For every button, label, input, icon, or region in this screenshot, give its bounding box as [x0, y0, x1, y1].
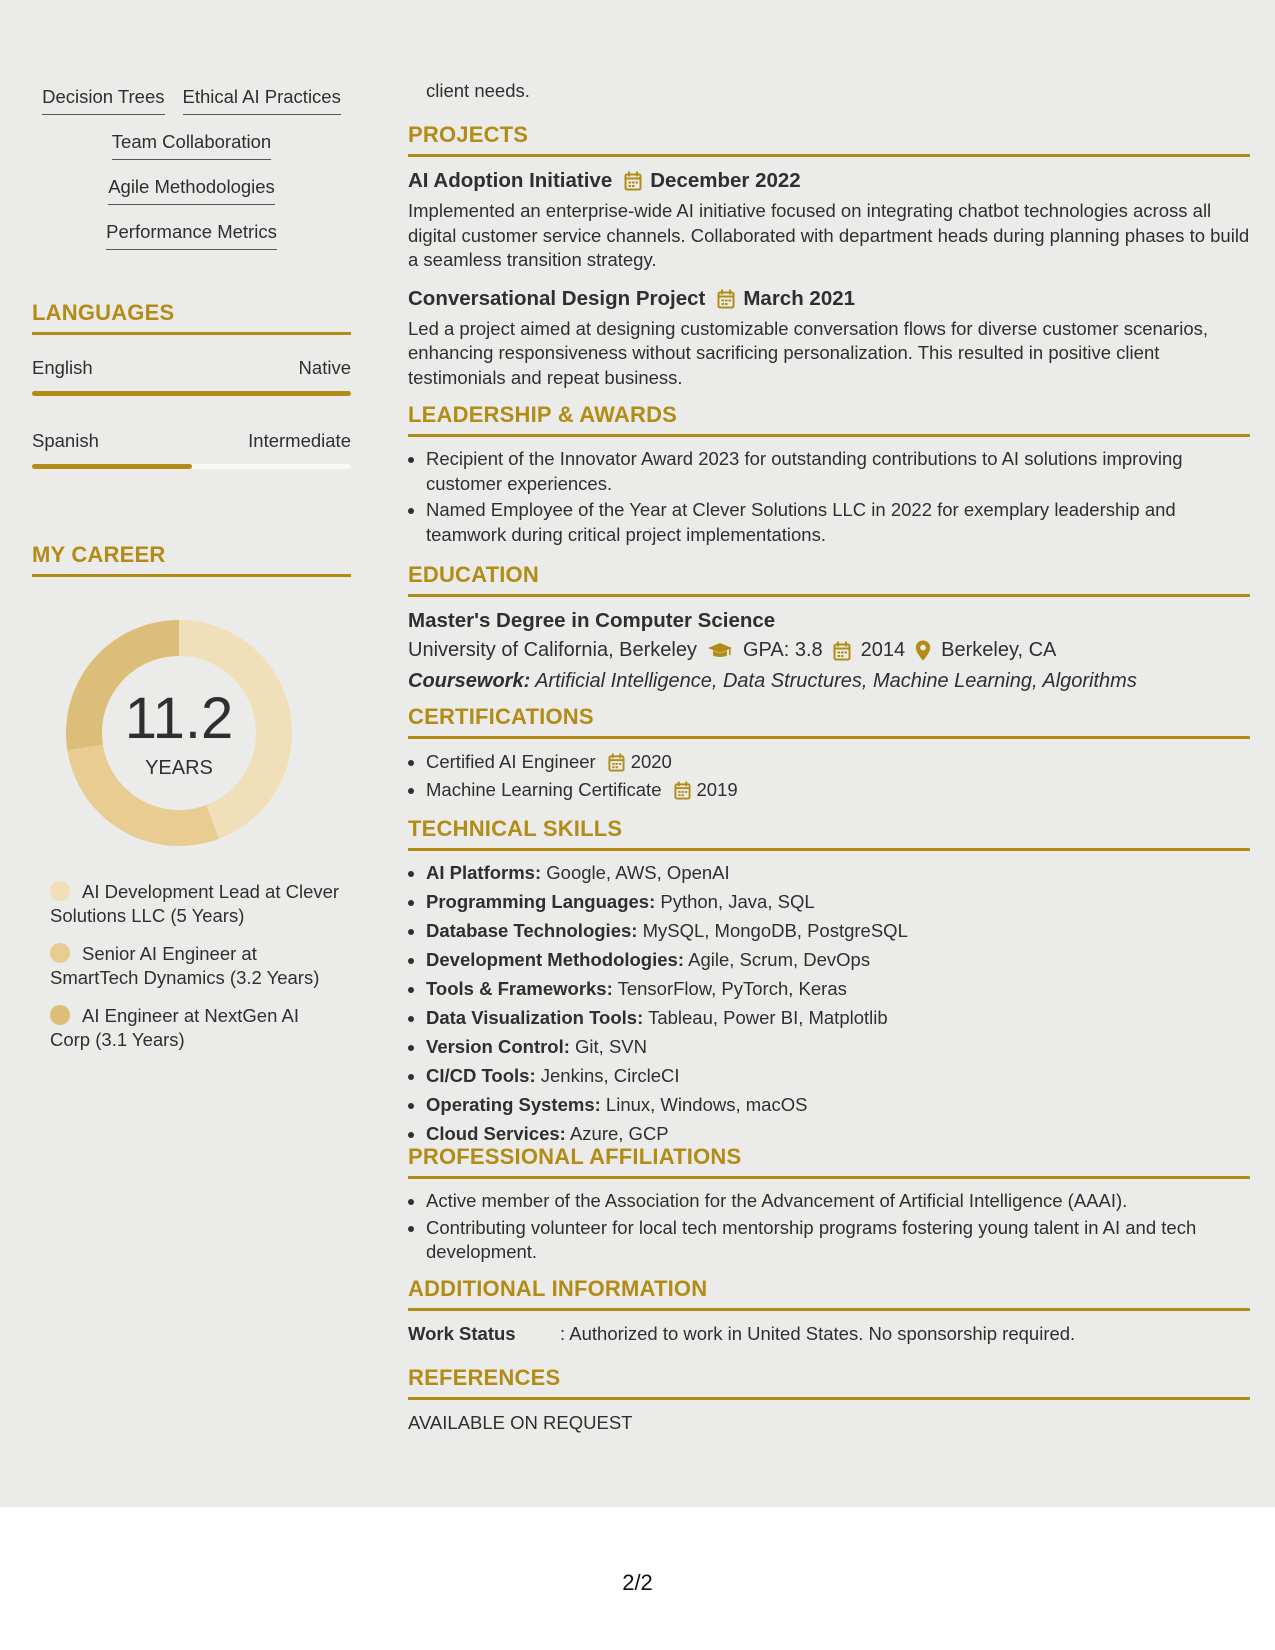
- section-heading: LEADERSHIP & AWARDS: [408, 402, 1250, 437]
- skill-item: [426, 1091, 1250, 1118]
- language-name: Spanish: [32, 430, 99, 451]
- skill-value: Tableau, Power BI, Matplotlib: [648, 1007, 888, 1028]
- section-heading: PROJECTS: [408, 122, 1250, 157]
- graduation-cap-icon: [707, 642, 733, 660]
- skill-label: AI Platforms:: [426, 862, 542, 883]
- project-name: Conversational Design Project: [408, 286, 706, 310]
- graduation-year: 2014: [860, 639, 906, 661]
- skill-value: Jenkins, CircleCI: [540, 1065, 680, 1086]
- skill-label: Cloud Services:: [426, 1123, 566, 1144]
- career-role: AI Engineer at NextGen AI Corp (3.1 Years): [50, 1005, 299, 1050]
- career-legend-item: [50, 880, 340, 928]
- skill-label: Operating Systems:: [426, 1094, 601, 1115]
- references-section: [408, 1365, 1250, 1434]
- career-legend-item: [50, 942, 340, 990]
- skill-item: [426, 946, 1250, 973]
- school-location: Berkeley, CA: [941, 639, 1057, 661]
- skill-label: Development Methodologies:: [426, 949, 684, 970]
- skill-value: TensorFlow, PyTorch, Keras: [617, 978, 847, 999]
- coursework-label: Coursework:: [408, 670, 531, 692]
- coursework-list: Artificial Intelligence, Data Structures, Machine Learning, Algorithms: [535, 670, 1137, 692]
- project-description: Implemented an enterprise-wide AI initiative focused on integrating chatbot technologies across all digital customer service channels. Collaborated with department heads during planning phases to build a seamless transition strategy.: [408, 200, 1250, 270]
- references-text: AVAILABLE ON REQUEST: [408, 1412, 633, 1433]
- list-item: • Named Employee of the Year at Clever Solutions LLC in 2022 for exemplary leadership and teamwork during critical project implementations.: [426, 498, 1250, 547]
- additional-info-section: [408, 1276, 1250, 1345]
- work-status-row: [408, 1323, 1250, 1345]
- project-date: March 2021: [743, 286, 856, 310]
- affiliations-section: [408, 1144, 1250, 1267]
- location-pin-icon: [915, 640, 931, 661]
- section-heading: TECHNICAL SKILLS: [408, 816, 1250, 851]
- skill-item: [426, 1120, 1250, 1147]
- language-row: [32, 430, 351, 452]
- project-date: December 2022: [650, 169, 801, 192]
- skill-item: [426, 859, 1250, 886]
- skill-label: Database Technologies:: [426, 920, 638, 941]
- language-bar: [32, 391, 351, 396]
- legend-dot: [50, 881, 70, 901]
- skill-tags: [32, 86, 351, 266]
- skill-label: Data Visualization Tools:: [426, 1007, 644, 1028]
- continued-text: client needs.: [426, 80, 530, 101]
- skill-label: Programming Languages:: [426, 891, 656, 912]
- technical-skills-section: [408, 816, 1250, 1149]
- language-level: Native: [298, 357, 351, 378]
- skill-label: CI/CD Tools:: [426, 1065, 536, 1086]
- project-description: Led a project aimed at designing customizable conversation flows for diverse customer scenarios, enhancing responsiveness without sacrificing personalization. This resulted in positive client testimonials and repeat business.: [408, 317, 1209, 388]
- coursework: [408, 670, 1250, 693]
- skill-tag: Agile Methodologies: [108, 176, 275, 205]
- degree-title: Master's Degree in Computer Science: [408, 609, 776, 632]
- skill-label: Tools & Frameworks:: [426, 978, 613, 999]
- language-name: English: [32, 357, 93, 378]
- certification-item: [426, 749, 1250, 775]
- certification-year: 2019: [696, 779, 738, 800]
- career-legend-item: [50, 1004, 340, 1052]
- legend-dot: [50, 1005, 70, 1025]
- calendar-icon: [608, 753, 625, 772]
- skill-tag: Performance Metrics: [106, 221, 277, 250]
- career-unit: YEARS: [145, 757, 213, 779]
- projects-section: [408, 122, 1250, 390]
- skill-value: Git, SVN: [575, 1036, 648, 1057]
- career-total: 11.2: [124, 686, 234, 751]
- skill-value: Python, Java, SQL: [660, 891, 815, 912]
- certification-year: 2020: [630, 751, 672, 772]
- skill-item: [426, 1004, 1250, 1031]
- skill-item: [426, 975, 1250, 1002]
- skill-item: [426, 1033, 1250, 1060]
- skill-label: Version Control:: [426, 1036, 570, 1057]
- section-heading: ADDITIONAL INFORMATION: [408, 1276, 1250, 1311]
- skill-item: [426, 888, 1250, 915]
- certification-name: • Machine Learning Certificate: [426, 779, 662, 800]
- calendar-icon: [833, 641, 851, 661]
- languages-section: [32, 300, 351, 469]
- skill-value: Linux, Windows, macOS: [605, 1094, 808, 1115]
- career-role: Senior AI Engineer at SmartTech Dynamics (3.2 Years): [50, 943, 320, 988]
- skill-tag: Team Collaboration: [112, 131, 271, 160]
- skill-value: Agile, Scrum, DevOps: [688, 949, 871, 970]
- certification-item: [426, 777, 1250, 803]
- school-name: University of California, Berkeley: [408, 639, 697, 661]
- section-heading: CERTIFICATIONS: [408, 704, 1250, 739]
- career-legend: [50, 880, 340, 1066]
- skill-tag: Ethical AI Practices: [183, 86, 341, 115]
- list-item: • Recipient of the Innovator Award 2023 for outstanding contributions to AI solutions improving customer experiences.: [426, 447, 1250, 496]
- language-row: [32, 357, 351, 379]
- skill-value: Azure, GCP: [569, 1123, 669, 1144]
- skill-value: Google, AWS, OpenAI: [546, 862, 730, 883]
- page-number: 2/2: [622, 1570, 653, 1595]
- section-heading: PROFESSIONAL AFFILIATIONS: [408, 1144, 1250, 1179]
- work-status-label: Work Status: [408, 1323, 516, 1344]
- calendar-icon: [674, 781, 691, 800]
- work-status-value: : Authorized to work in United States. No sponsorship required.: [560, 1323, 1076, 1344]
- gpa: GPA: 3.8: [743, 639, 823, 661]
- skill-value: MySQL, MongoDB, PostgreSQL: [642, 920, 908, 941]
- project-name: AI Adoption Initiative: [408, 169, 613, 192]
- language-bar-fill: [32, 464, 192, 469]
- project-title: [408, 287, 1250, 311]
- language-bar-fill: [32, 391, 351, 396]
- certification-name: • Certified AI Engineer: [426, 751, 596, 772]
- calendar-icon: [624, 171, 642, 191]
- list-item: • Contributing volunteer for local tech mentorship programs fostering young talent in AI and tech development.: [426, 1216, 1250, 1265]
- list-item: • Active member of the Association for the Advancement of Artificial Intelligence (AAAI).: [426, 1189, 1250, 1214]
- language-bar: [32, 464, 351, 469]
- career-donut: [66, 620, 292, 846]
- language-level: Intermediate: [248, 430, 351, 451]
- project-title: [408, 169, 1250, 193]
- career-section: [32, 542, 351, 577]
- skill-item: [426, 1062, 1250, 1089]
- education-details: [408, 639, 1250, 662]
- section-heading: MY CAREER: [32, 542, 351, 577]
- skill-item: [426, 917, 1250, 944]
- section-heading: EDUCATION: [408, 562, 1250, 597]
- certifications-section: [408, 704, 1250, 805]
- skill-tag: Decision Trees: [42, 86, 164, 115]
- leadership-section: [408, 402, 1250, 549]
- education-section: [408, 562, 1250, 693]
- calendar-icon: [717, 289, 735, 309]
- career-role: AI Development Lead at Clever Solutions LLC (5 Years): [50, 881, 340, 926]
- section-heading: LANGUAGES: [32, 300, 351, 335]
- legend-dot: [50, 943, 70, 963]
- section-heading: REFERENCES: [408, 1365, 1250, 1400]
